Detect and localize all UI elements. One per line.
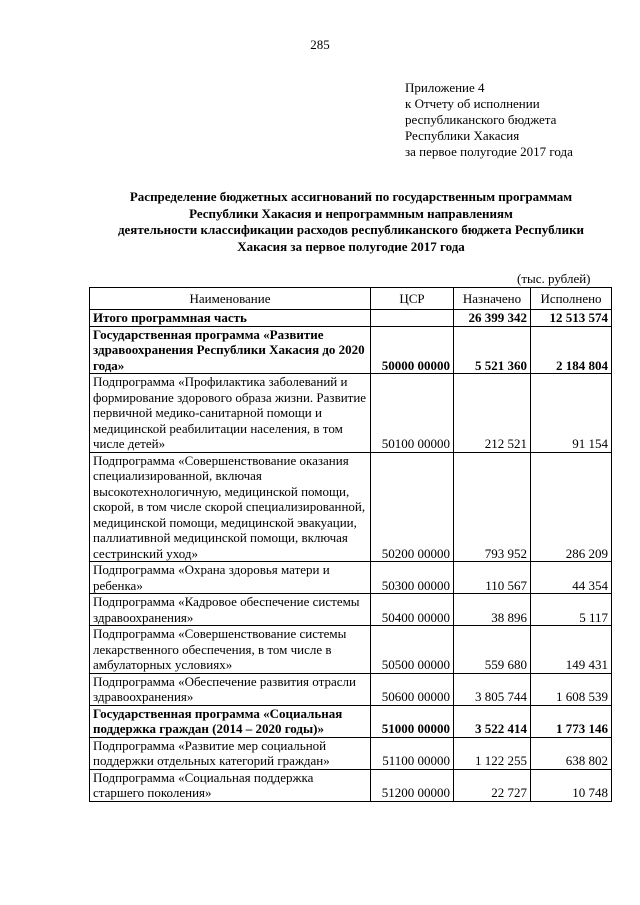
row-name-cell: Государственная программа «Социальная поддержка граждан (2014 – 2020 годы)» [90,705,371,737]
row-name-cell: Подпрограмма «Совершенствование оказания специализированной, включая высокотехнологичную, медицинской помощи, скорой, в том числе скорой специализированной, медицинской помощи, медицинской эвакуации, паллиативной медицинской помощи, включая сестринский уход» [90,452,371,562]
row-csr-cell: 50400 00000 [371,594,454,626]
column-header-assigned: Назначено [454,288,531,310]
row-csr-cell: 50100 00000 [371,374,454,453]
row-executed-cell: 1 773 146 [531,705,612,737]
row-name-cell: Подпрограмма «Развитие мер социальной поддержки отдельных категорий граждан» [90,737,371,769]
column-header-name: Наименование [90,288,371,310]
row-name-cell: Подпрограмма «Охрана здоровья матери и ребенка» [90,562,371,594]
row-executed-cell: 638 802 [531,737,612,769]
row-csr-cell: 50000 00000 [371,326,454,374]
table-row [90,626,612,674]
row-assigned-cell: 3 522 414 [454,705,531,737]
table-row [90,310,612,327]
row-assigned-cell: 3 805 744 [454,673,531,705]
appendix-line: за первое полугодие 2017 года [405,144,573,159]
row-assigned-cell: 5 521 360 [454,326,531,374]
table-row [90,326,612,374]
table-row [90,673,612,705]
row-executed-cell: 2 184 804 [531,326,612,374]
row-csr-cell: 50500 00000 [371,626,454,674]
appendix-line: Республики Хакасия [405,128,520,143]
column-header-csr: ЦСР [371,288,454,310]
row-csr-cell: 51100 00000 [371,737,454,769]
table-header-row [90,288,612,310]
row-csr-cell [371,310,454,327]
row-executed-cell: 286 209 [531,452,612,562]
row-executed-cell: 91 154 [531,374,612,453]
row-name-cell: Подпрограмма «Социальная поддержка старшего поколения» [90,769,371,801]
row-name-cell: Подпрограмма «Профилактика заболеваний и формирование здорового образа жизни. Развитие первичной медико-санитарной помощи и медицинской реабилитации населения, в том числе детей» [90,374,371,453]
appendix-line: к Отчету об исполнении [405,96,540,111]
row-assigned-cell: 212 521 [454,374,531,453]
table-row [90,594,612,626]
title-line: Распределение бюджетных ассигнований по государственным программам [129,189,573,204]
row-assigned-cell: 22 727 [454,769,531,801]
appendix-line: республиканского бюджета [405,112,557,127]
row-csr-cell: 50200 00000 [371,452,454,562]
row-name-cell: Итого программная часть [90,310,371,327]
row-executed-cell: 10 748 [531,769,612,801]
budget-table [89,287,612,802]
page-number: 285 [310,37,330,52]
row-name-cell: Государственная программа «Развитие здравоохранения Республики Хакасия до 2020 года» [90,326,371,374]
row-name-cell: Подпрограмма «Обеспечение развития отрасли здравоохранения» [90,673,371,705]
row-assigned-cell: 559 680 [454,626,531,674]
row-csr-cell: 50300 00000 [371,562,454,594]
row-executed-cell: 44 354 [531,562,612,594]
title-line: Хакасия за первое полугодие 2017 года [237,238,465,254]
row-csr-cell: 50600 00000 [371,673,454,705]
table-row [90,769,612,801]
row-assigned-cell: 110 567 [454,562,531,594]
row-executed-cell: 5 117 [531,594,612,626]
row-name-cell: Подпрограмма «Совершенствование системы лекарственного обеспечения, в том числе в амбулаторных условиях» [90,626,371,674]
row-executed-cell: 12 513 574 [531,310,612,327]
row-name-cell: Подпрограмма «Кадровое обеспечение системы здравоохранения» [90,594,371,626]
row-assigned-cell: 26 399 342 [454,310,531,327]
appendix-line: Приложение 4 [405,80,485,95]
row-csr-cell: 51000 00000 [371,705,454,737]
table-row [90,737,612,769]
column-header-executed: Исполнено [531,288,612,310]
appendix-note [405,80,573,160]
table-row [90,374,612,453]
row-csr-cell: 51200 00000 [371,769,454,801]
title-line: деятельности классификации расходов республиканского бюджета Республики [117,222,585,237]
row-executed-cell: 149 431 [531,626,612,674]
row-assigned-cell: 38 896 [454,594,531,626]
document-title [92,189,610,255]
row-assigned-cell: 1 122 255 [454,737,531,769]
title-line: Республики Хакасия и непрограммным направлениям [189,205,513,221]
row-assigned-cell: 793 952 [454,452,531,562]
table-row [90,452,612,562]
units-label: (тыс. рублей) [517,271,591,286]
table-body [90,310,612,802]
table-row [90,705,612,737]
row-executed-cell: 1 608 539 [531,673,612,705]
table-row [90,562,612,594]
